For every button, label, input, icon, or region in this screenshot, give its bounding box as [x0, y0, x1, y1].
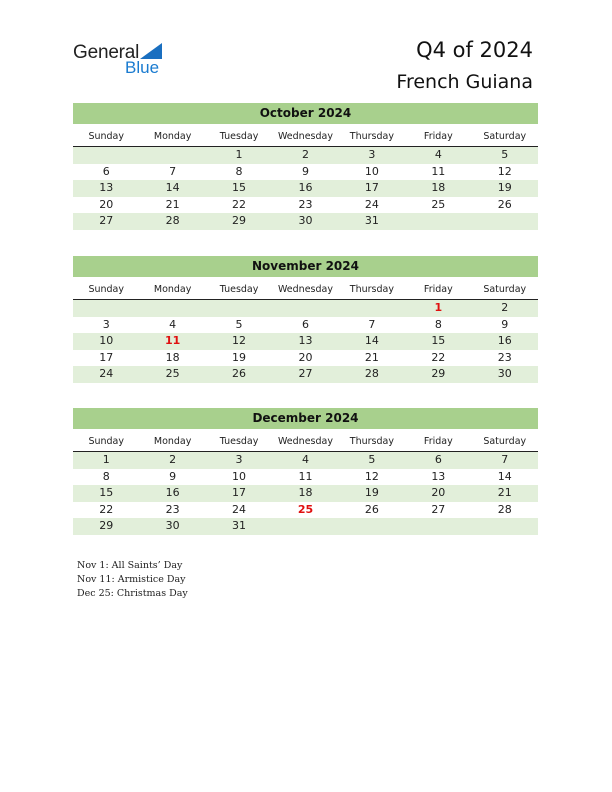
day-cell: 14 [165, 181, 180, 194]
weekday-label: Thursday [349, 131, 394, 142]
week-row [73, 452, 538, 469]
day-cell: 29 [431, 367, 446, 380]
month-title: December 2024 [73, 408, 538, 429]
weekday-label: Friday [423, 284, 453, 295]
day-cell: 18 [431, 181, 446, 194]
day-cell: 12 [497, 164, 512, 178]
day-cell [339, 300, 405, 317]
weekday-label: Sunday [88, 436, 124, 447]
day-cell: 6 [434, 453, 442, 466]
day-cell: 15 [99, 486, 114, 499]
week-row [73, 213, 538, 230]
day-cell [206, 300, 272, 317]
weekday-label: Tuesday [219, 131, 259, 142]
day-cell [405, 518, 471, 535]
day-cell: 29 [99, 519, 114, 532]
logo-triangle-icon [140, 43, 162, 59]
day-cell: 22 [232, 197, 247, 211]
day-cell: 2 [301, 148, 309, 161]
day-cell: 3 [102, 317, 110, 331]
day-cell: 13 [99, 181, 114, 194]
week-row [73, 350, 538, 367]
day-cell: 1 [235, 148, 243, 161]
month-calendar [73, 408, 538, 535]
day-cell: 23 [497, 350, 512, 364]
week-row [73, 300, 538, 317]
day-cell: 23 [298, 197, 313, 211]
weekday-label: Sunday [88, 284, 124, 295]
day-cell: 17 [232, 486, 247, 499]
day-cell: 26 [364, 502, 379, 516]
day-cell: 21 [364, 350, 379, 364]
week-row [73, 147, 538, 164]
day-cell: 21 [165, 197, 180, 211]
page-subtitle: French Guiana [396, 71, 533, 93]
weekday-label: Monday [153, 284, 192, 295]
day-cell: 24 [232, 502, 247, 516]
day-cell: 19 [364, 486, 379, 499]
day-cell: 6 [301, 317, 309, 331]
day-cell: 27 [298, 367, 313, 380]
day-cell: 4 [434, 148, 442, 161]
day-cell: 13 [298, 334, 313, 347]
day-cell: 26 [232, 367, 247, 380]
day-cell [472, 518, 538, 535]
holiday-notes [77, 559, 188, 601]
week-row [73, 518, 538, 535]
weekday-header-row [73, 128, 538, 147]
day-cell: 20 [431, 486, 446, 499]
day-cell [272, 518, 338, 535]
holiday-note: Nov 1: All Saints’ Day [77, 560, 183, 571]
day-cell [272, 300, 338, 317]
weekday-label: Saturday [483, 284, 527, 295]
week-row [73, 197, 538, 214]
day-cell: 26 [497, 197, 512, 211]
week-row [73, 366, 538, 383]
logo-general-text: General [73, 42, 140, 63]
day-cell: 30 [298, 214, 313, 227]
day-cell: 30 [165, 519, 180, 532]
day-cell: 4 [301, 453, 309, 466]
day-cell: 27 [431, 502, 446, 516]
day-cell: 25 [431, 197, 446, 211]
day-cell: 2 [169, 453, 177, 466]
weekday-label: Wednesday [277, 131, 333, 142]
weekday-label: Tuesday [219, 436, 259, 447]
weekday-label: Wednesday [277, 284, 333, 295]
day-cell: 19 [232, 350, 247, 364]
day-cell: 14 [497, 469, 512, 483]
day-cell: 24 [364, 197, 379, 211]
generalblue-logo [73, 42, 160, 77]
holiday-day-cell: 11 [164, 334, 181, 347]
day-cell: 27 [99, 214, 114, 227]
day-cell: 17 [99, 350, 114, 364]
day-cell [73, 300, 139, 317]
day-cell: 10 [99, 334, 114, 347]
day-cell: 11 [298, 469, 313, 483]
weekday-label: Saturday [483, 436, 527, 447]
day-cell: 16 [165, 486, 180, 499]
day-cell [339, 518, 405, 535]
day-cell: 7 [169, 164, 177, 178]
day-cell: 28 [497, 502, 512, 516]
holiday-day-cell: 1 [434, 301, 443, 314]
week-row [73, 333, 538, 350]
day-cell [73, 147, 139, 164]
holiday-note: Dec 25: Christmas Day [77, 588, 188, 599]
day-cell: 8 [235, 164, 243, 178]
day-cell: 18 [298, 486, 313, 499]
day-cell [472, 213, 538, 230]
day-cell: 13 [431, 469, 446, 483]
day-cell: 3 [368, 148, 376, 161]
month-title: November 2024 [73, 256, 538, 277]
day-cell: 28 [165, 214, 180, 227]
week-row [73, 180, 538, 197]
weekday-label: Monday [153, 131, 192, 142]
day-cell: 16 [497, 334, 512, 347]
day-cell: 6 [102, 164, 110, 178]
weekday-label: Thursday [349, 284, 394, 295]
day-cell: 12 [232, 334, 247, 347]
day-cell: 25 [165, 367, 180, 380]
day-cell: 20 [298, 350, 313, 364]
weekday-header-row [73, 433, 538, 452]
day-cell: 4 [169, 317, 177, 331]
logo-blue-text: Blue [125, 58, 160, 77]
day-cell: 9 [169, 469, 177, 483]
day-cell: 5 [501, 148, 509, 161]
day-cell [405, 213, 471, 230]
day-cell: 11 [431, 164, 446, 178]
holiday-day-cell: 25 [297, 502, 314, 516]
day-cell: 15 [232, 181, 247, 194]
day-cell: 9 [301, 164, 309, 178]
day-cell: 7 [501, 453, 509, 466]
weekday-label: Sunday [88, 131, 124, 142]
day-cell: 29 [232, 214, 247, 227]
day-cell: 22 [99, 502, 114, 516]
week-row [73, 502, 538, 519]
day-cell: 10 [364, 164, 379, 178]
weekday-label: Tuesday [219, 284, 259, 295]
day-cell: 23 [165, 502, 180, 516]
week-row [73, 469, 538, 486]
day-cell: 5 [368, 453, 376, 466]
day-cell: 8 [102, 469, 110, 483]
weekday-label: Thursday [349, 436, 394, 447]
day-cell: 30 [497, 367, 512, 380]
day-cell: 17 [364, 181, 379, 194]
day-cell: 10 [232, 469, 247, 483]
day-cell: 15 [431, 334, 446, 347]
weekday-label: Saturday [483, 131, 527, 142]
day-cell: 3 [235, 453, 243, 466]
holiday-note: Nov 11: Armistice Day [77, 574, 186, 585]
day-cell: 12 [364, 469, 379, 483]
month-calendar [73, 256, 538, 383]
week-row [73, 164, 538, 181]
day-cell: 1 [102, 453, 110, 466]
day-cell [139, 147, 205, 164]
week-row [73, 485, 538, 502]
weekday-label: Monday [153, 436, 192, 447]
day-cell: 14 [364, 334, 379, 347]
weekday-label: Friday [423, 436, 453, 447]
day-cell: 2 [501, 301, 509, 314]
day-cell: 8 [434, 317, 442, 331]
day-cell: 18 [165, 350, 180, 364]
week-row [73, 317, 538, 334]
day-cell [139, 300, 205, 317]
day-cell: 21 [497, 486, 512, 499]
day-cell: 31 [364, 214, 379, 227]
day-cell: 31 [232, 519, 247, 532]
day-cell: 19 [497, 181, 512, 194]
day-cell: 22 [431, 350, 446, 364]
day-cell: 28 [364, 367, 379, 380]
month-title: October 2024 [73, 103, 538, 124]
page-title: Q4 of 2024 [416, 38, 533, 62]
weekday-header-row [73, 281, 538, 300]
day-cell: 24 [99, 367, 114, 380]
day-cell: 20 [99, 197, 114, 211]
month-calendar [73, 103, 538, 230]
day-cell: 9 [501, 317, 509, 331]
day-cell: 7 [368, 317, 376, 331]
day-cell: 5 [235, 317, 243, 331]
weekday-label: Wednesday [277, 436, 333, 447]
weekday-label: Friday [423, 131, 453, 142]
day-cell: 16 [298, 181, 313, 194]
